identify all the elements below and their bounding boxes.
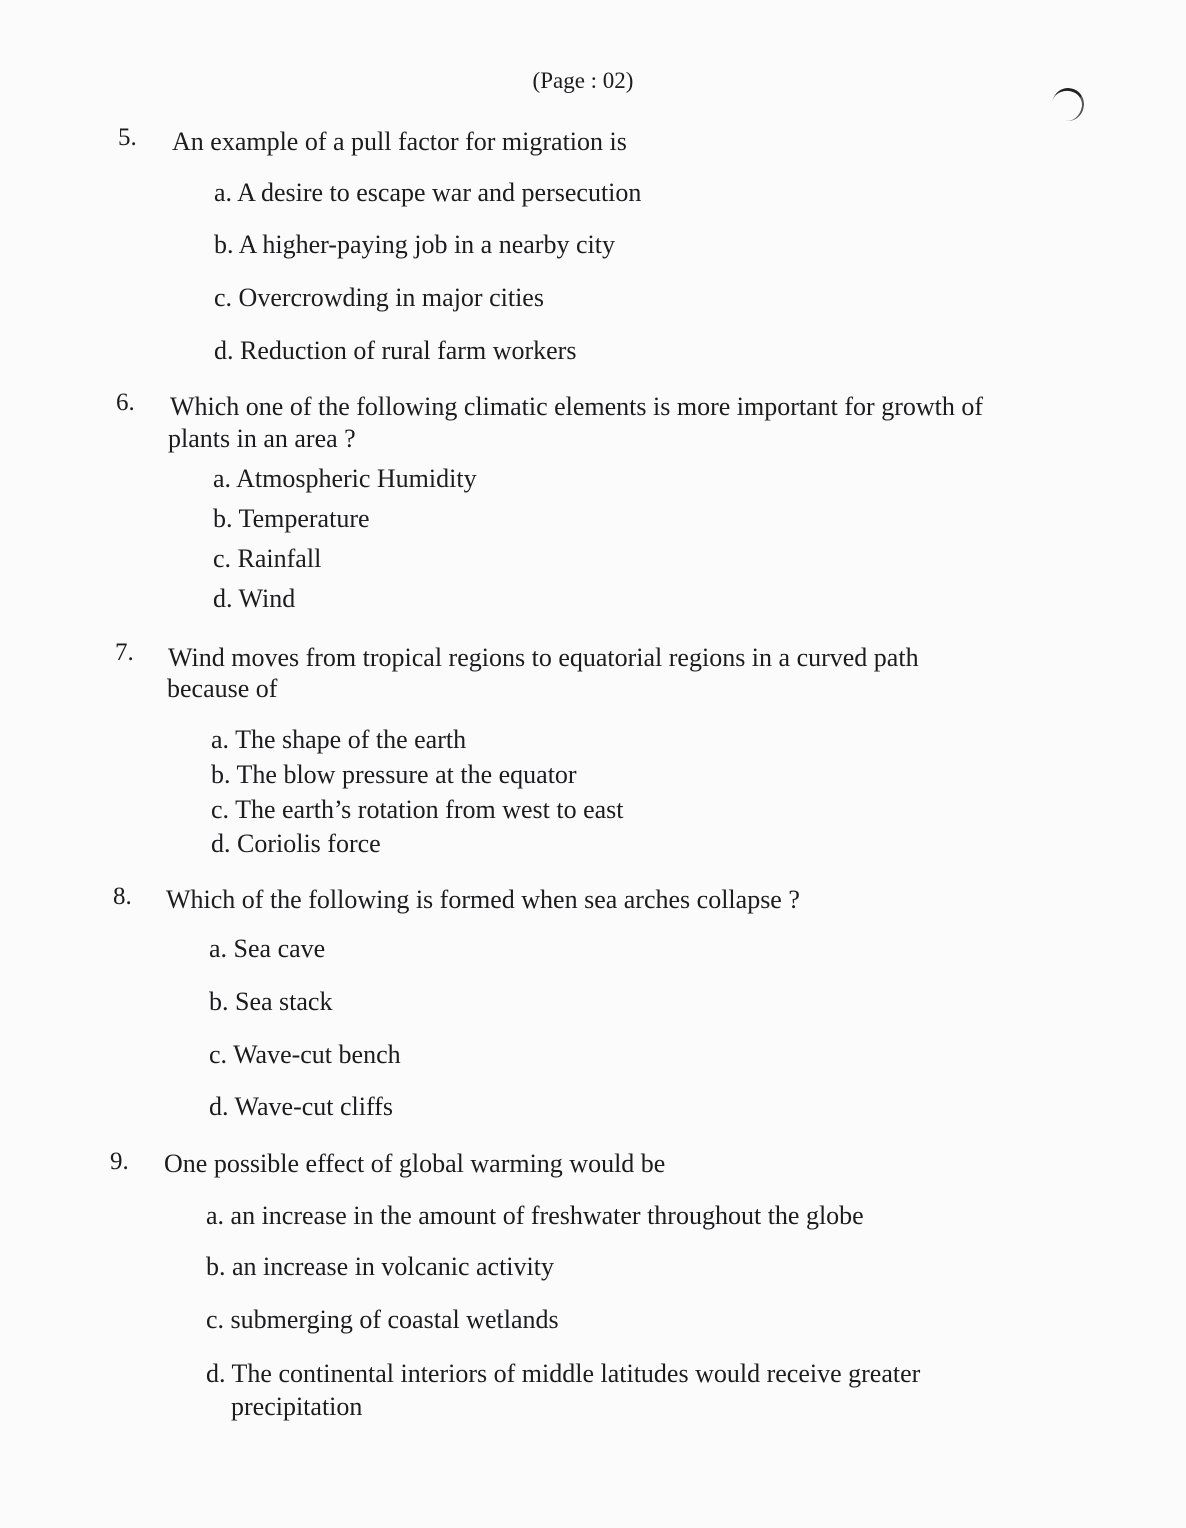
- page-number-label: (Page : 02): [532, 68, 634, 93]
- question-text: Which one of the following climatic elements is more important for growth of: [170, 392, 984, 421]
- answer-option: d. Wave-cut cliffs: [209, 1092, 393, 1121]
- answer-option: c. submerging of coastal wetlands: [206, 1305, 559, 1334]
- page-number-header: [0, 68, 1186, 94]
- answer-option: a. an increase in the amount of freshwater throughout the globe: [206, 1201, 864, 1230]
- question-text: One possible effect of global warming would be: [164, 1149, 666, 1178]
- answer-option: b. Temperature: [213, 504, 370, 533]
- answer-option: b. Sea stack: [209, 987, 333, 1016]
- answer-option: d. Reduction of rural farm workers: [214, 336, 577, 365]
- answer-option: a. Atmospheric Humidity: [213, 464, 477, 493]
- question-number: 9.: [110, 1148, 129, 1175]
- answer-option: c. Wave-cut bench: [209, 1040, 401, 1069]
- answer-option-continuation: precipitation: [231, 1392, 363, 1421]
- answer-option: d. Coriolis force: [211, 829, 381, 858]
- answer-option: b. an increase in volcanic activity: [206, 1252, 554, 1281]
- question-text: An example of a pull factor for migration is: [172, 127, 627, 156]
- answer-option: c. Rainfall: [213, 544, 322, 573]
- question-number: 6.: [116, 389, 135, 416]
- answer-option: a. Sea cave: [209, 934, 326, 963]
- question-number: 7.: [115, 639, 134, 666]
- answer-option: a. A desire to escape war and persecution: [214, 178, 642, 207]
- question-text: Wind moves from tropical regions to equatorial regions in a curved path: [168, 643, 919, 672]
- answer-option: b. The blow pressure at the equator: [211, 760, 577, 789]
- answer-option: a. The shape of the earth: [211, 725, 467, 754]
- question-text: because of: [167, 674, 278, 703]
- answer-option: d. The continental interiors of middle latitudes would receive greater: [206, 1359, 921, 1388]
- answer-option: c. Overcrowding in major cities: [214, 283, 544, 312]
- question-number: 8.: [113, 883, 132, 910]
- question-text: Which of the following is formed when sea arches collapse ?: [166, 885, 800, 914]
- question-text: plants in an area ?: [168, 424, 356, 453]
- answer-option: c. The earth’s rotation from west to east: [211, 795, 624, 824]
- answer-option: d. Wind: [213, 584, 296, 613]
- question-number: 5.: [118, 124, 137, 151]
- answer-option: b. A higher-paying job in a nearby city: [214, 230, 615, 259]
